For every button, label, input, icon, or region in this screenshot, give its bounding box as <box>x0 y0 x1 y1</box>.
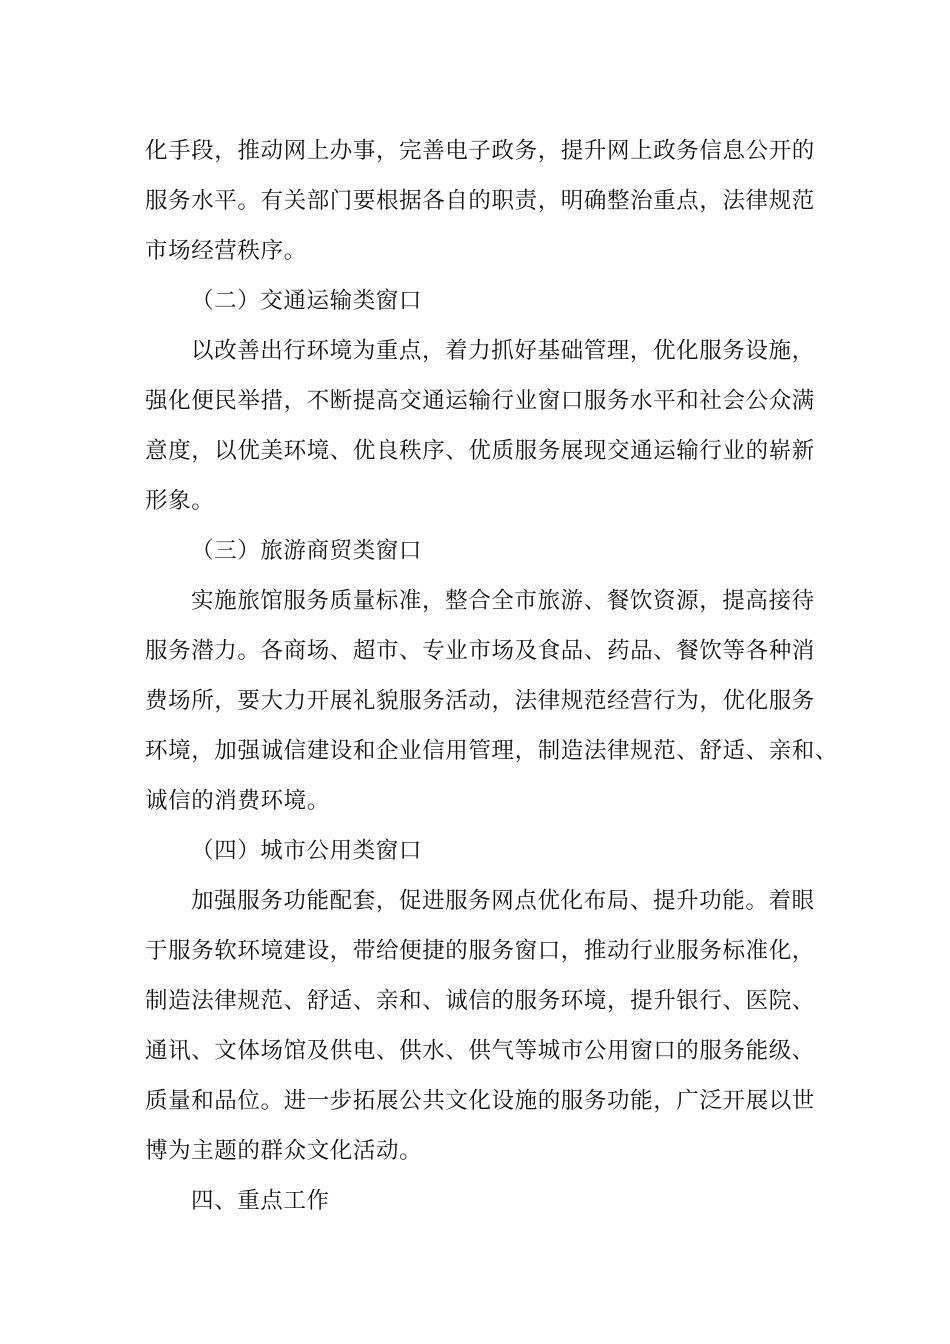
paragraph-line: 加强服务功能配套，促进服务网点优化布局、提升功能。着眼 <box>191 888 815 914</box>
paragraph-line: 制造法律规范、舒适、亲和、诚信的服务环境，提升银行、医院、 <box>145 988 815 1014</box>
section-heading-tourism: （三）旅游商贸类窗口 <box>191 538 423 564</box>
paragraph-line: 质量和品位。进一步拓展公共文化设施的服务功能，广泛开展以世 <box>145 1088 815 1114</box>
paragraph-line: 于服务软环境建设，带给便捷的服务窗口，推动行业服务标准化， <box>145 938 815 964</box>
paragraph-line: 通讯、文体场馆及供电、供水、供气等城市公用窗口的服务能级、 <box>145 1038 815 1064</box>
paragraph-line: 化手段，推动网上办事，完善电子政务，提升网上政务信息公开的 <box>145 138 815 164</box>
paragraph-line: 博为主题的群众文化活动。 <box>145 1138 423 1164</box>
paragraph-line: 市场经营秩序。 <box>145 238 307 264</box>
section-heading-transport: （二）交通运输类窗口 <box>191 288 423 314</box>
paragraph-line: 实施旅馆服务质量标准，整合全市旅游、餐饮资源，提高接待 <box>191 588 815 614</box>
paragraph-line: 意度，以优美环境、优良秩序、优质服务展现交通运输行业的崭新 <box>145 438 815 464</box>
section-heading-public-utility: （四）城市公用类窗口 <box>191 838 423 864</box>
document-body <box>145 126 839 1226</box>
paragraph-line: 诚信的消费环境。 <box>145 788 330 814</box>
paragraph-line: 以改善出行环境为重点，着力抓好基础管理，优化服务设施， <box>191 338 815 364</box>
paragraph-line: 环境，加强诚信建设和企业信用管理，制造法律规范、舒适、亲和、 <box>145 738 839 764</box>
paragraph-line: 费场所，要大力开展礼貌服务活动，法律规范经营行为，优化服务 <box>145 688 815 714</box>
paragraph-line: 强化便民举措，不断提高交通运输行业窗口服务水平和社会公众满 <box>145 388 815 414</box>
section-heading-key-work: 四、重点工作 <box>191 1188 330 1214</box>
paragraph-line: 形象。 <box>145 488 215 514</box>
paragraph-line: 服务潜力。各商场、超市、专业市场及食品、药品、餐饮等各种消 <box>145 638 815 664</box>
paragraph-line: 服务水平。有关部门要根据各自的职责，明确整治重点，法律规范 <box>145 188 815 214</box>
